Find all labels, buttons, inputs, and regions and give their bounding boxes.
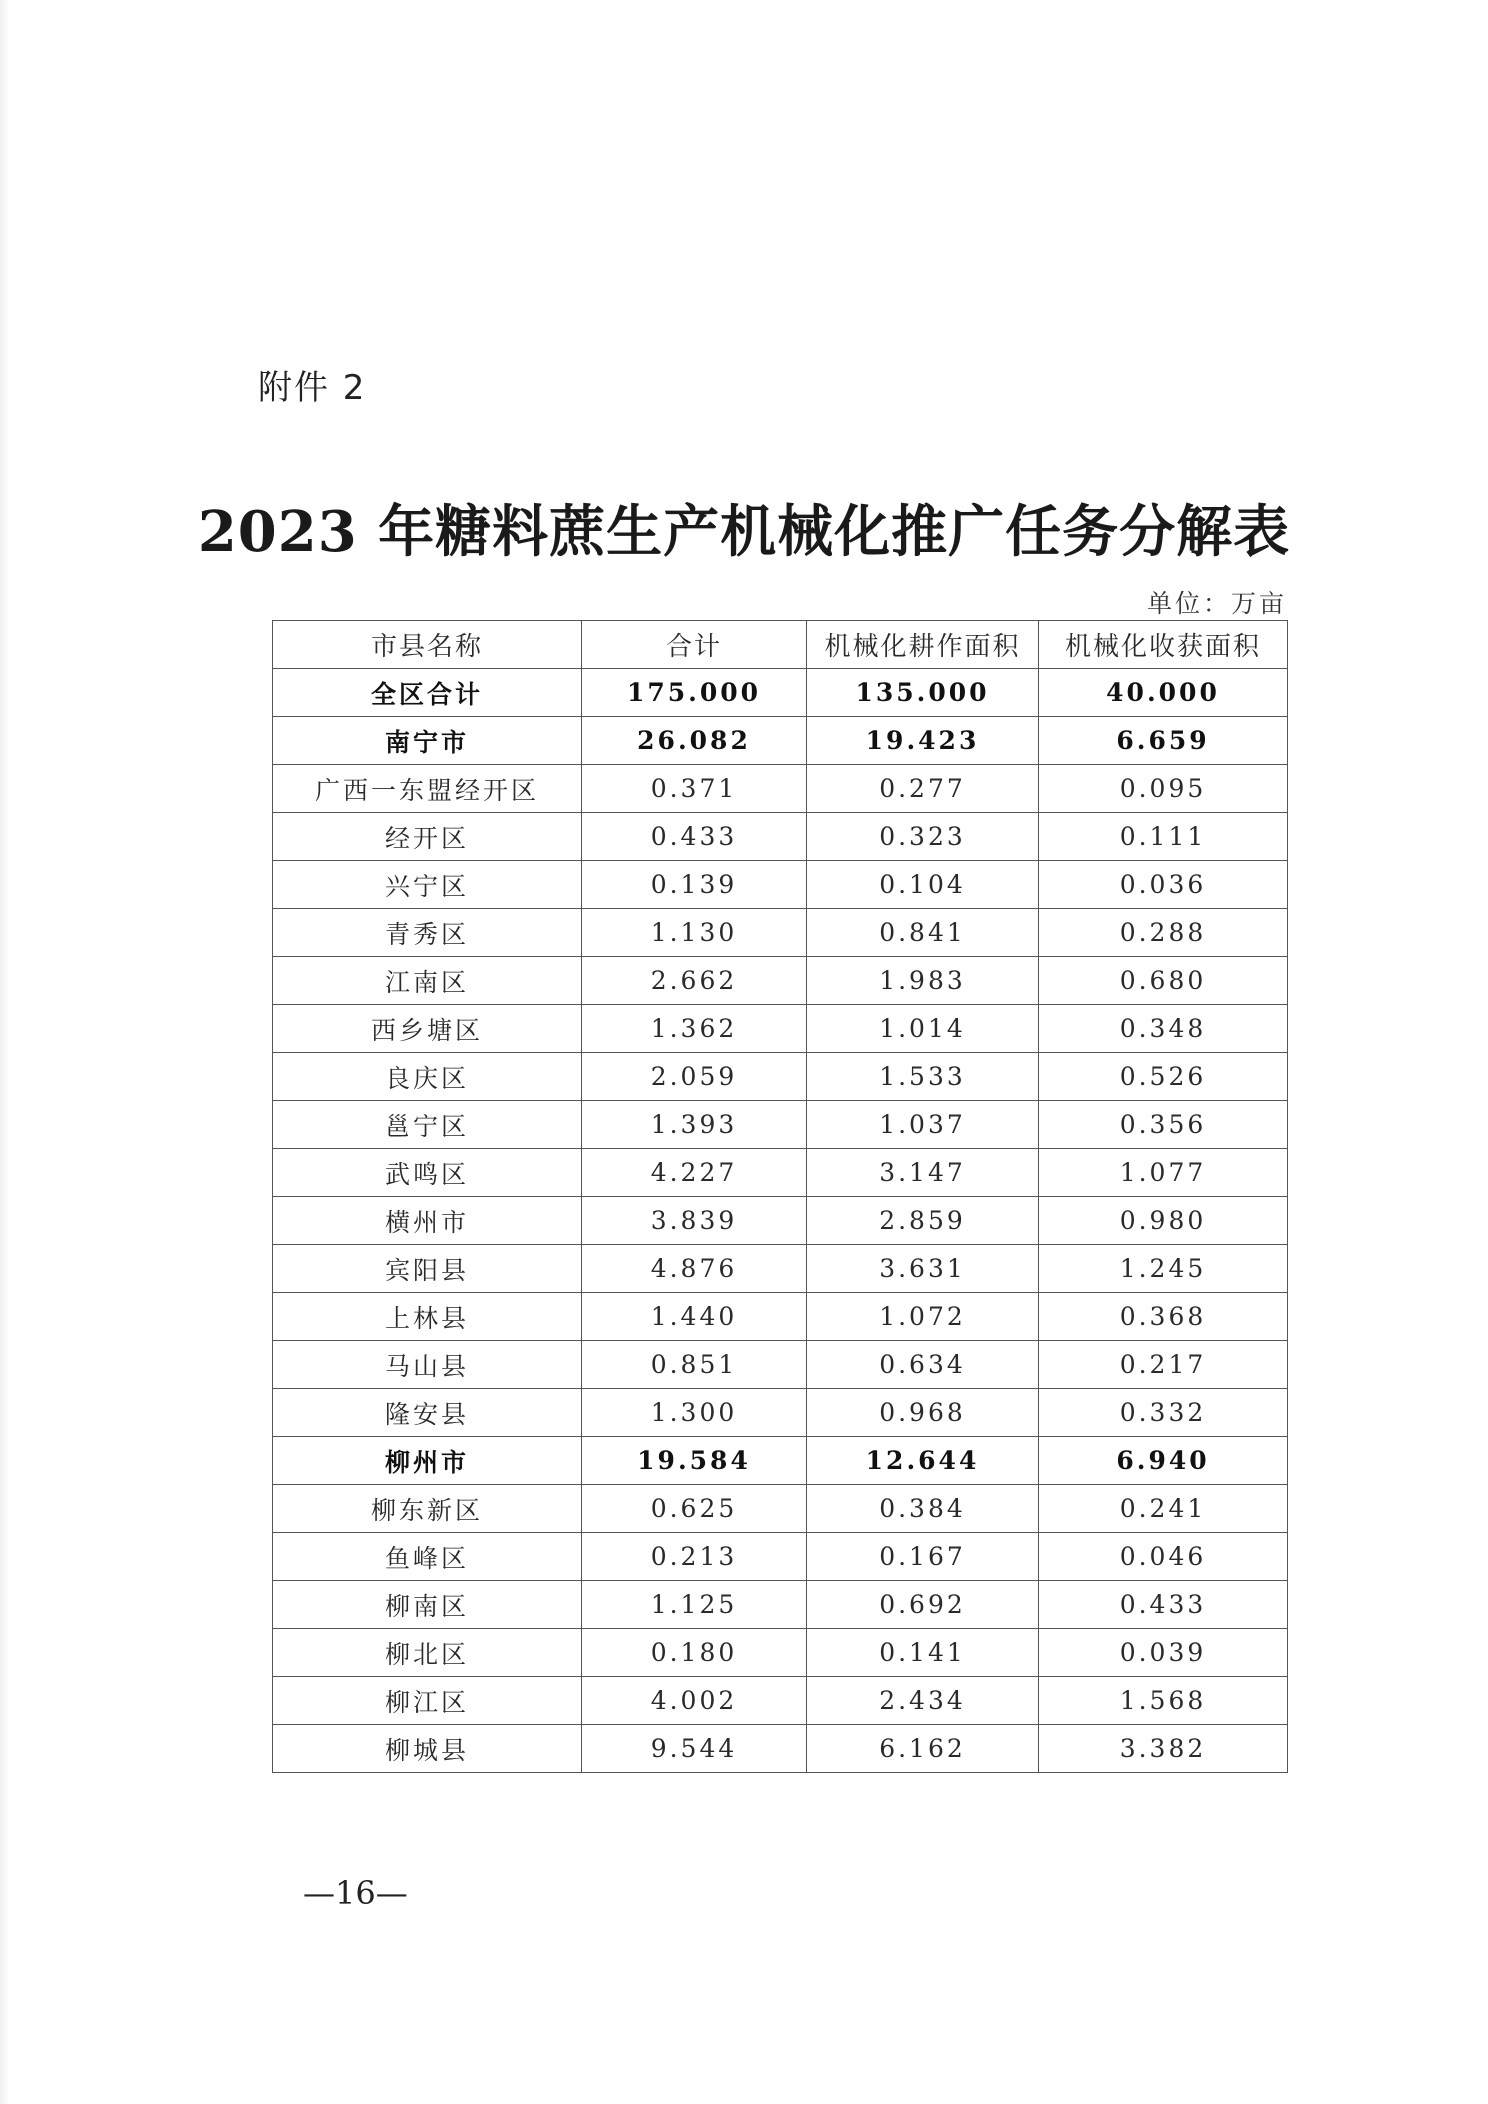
cell-region-name: 马山县 <box>273 1341 582 1389</box>
cell-region-name: 隆安县 <box>273 1389 582 1437</box>
cell-tillage-area: 1.983 <box>807 957 1039 1005</box>
cell-region-name: 邕宁区 <box>273 1101 582 1149</box>
table-row <box>273 669 1288 717</box>
cell-tillage-area: 1.072 <box>807 1293 1039 1341</box>
cell-tillage-area: 0.968 <box>807 1389 1039 1437</box>
cell-tillage-area: 6.162 <box>807 1725 1039 1773</box>
cell-total: 0.371 <box>582 765 807 813</box>
table-row <box>273 1725 1288 1773</box>
cell-harvest-area: 0.680 <box>1039 957 1288 1005</box>
cell-harvest-area: 6.940 <box>1039 1437 1288 1485</box>
table-row <box>273 957 1288 1005</box>
table-header-row <box>273 621 1288 669</box>
cell-total: 4.876 <box>582 1245 807 1293</box>
cell-tillage-area: 1.037 <box>807 1101 1039 1149</box>
cell-region-name: 良庆区 <box>273 1053 582 1101</box>
table-row <box>273 1581 1288 1629</box>
cell-harvest-area: 0.368 <box>1039 1293 1288 1341</box>
cell-tillage-area: 0.141 <box>807 1629 1039 1677</box>
cell-total: 0.139 <box>582 861 807 909</box>
cell-total: 19.584 <box>582 1437 807 1485</box>
cell-tillage-area: 1.533 <box>807 1053 1039 1101</box>
cell-total: 0.625 <box>582 1485 807 1533</box>
cell-harvest-area: 0.348 <box>1039 1005 1288 1053</box>
cell-tillage-area: 2.434 <box>807 1677 1039 1725</box>
unit-label: 单位：万亩 <box>1146 589 1287 618</box>
cell-region-name: 柳城县 <box>273 1725 582 1773</box>
cell-region-name: 上林县 <box>273 1293 582 1341</box>
cell-harvest-area: 0.241 <box>1039 1485 1288 1533</box>
cell-harvest-area: 0.217 <box>1039 1341 1288 1389</box>
table-row <box>273 1341 1288 1389</box>
cell-tillage-area: 0.167 <box>807 1533 1039 1581</box>
header-harvest-area: 机械化收获面积 <box>1039 621 1288 669</box>
cell-harvest-area: 3.382 <box>1039 1725 1288 1773</box>
cell-tillage-area: 3.631 <box>807 1245 1039 1293</box>
cell-harvest-area: 0.980 <box>1039 1197 1288 1245</box>
table-row <box>273 1437 1288 1485</box>
cell-harvest-area: 0.039 <box>1039 1629 1288 1677</box>
cell-harvest-area: 0.526 <box>1039 1053 1288 1101</box>
document-title: 2023 年糖料蔗生产机械化推广任务分解表 <box>197 499 1291 565</box>
cell-harvest-area: 0.288 <box>1039 909 1288 957</box>
table-body <box>273 669 1288 1773</box>
cell-tillage-area: 0.841 <box>807 909 1039 957</box>
cell-total: 3.839 <box>582 1197 807 1245</box>
table-row <box>273 1197 1288 1245</box>
table-row <box>273 1293 1288 1341</box>
table-row <box>273 1485 1288 1533</box>
cell-region-name: 西乡塘区 <box>273 1005 582 1053</box>
cell-total: 1.362 <box>582 1005 807 1053</box>
cell-tillage-area: 3.147 <box>807 1149 1039 1197</box>
task-allocation-table <box>272 620 1288 1773</box>
table-row <box>273 1101 1288 1149</box>
cell-tillage-area: 19.423 <box>807 717 1039 765</box>
table-row <box>273 1533 1288 1581</box>
cell-tillage-area: 135.000 <box>807 669 1039 717</box>
cell-harvest-area: 0.046 <box>1039 1533 1288 1581</box>
table-row <box>273 1677 1288 1725</box>
cell-region-name: 全区合计 <box>273 669 582 717</box>
cell-region-name: 横州市 <box>273 1197 582 1245</box>
cell-total: 1.130 <box>582 909 807 957</box>
cell-region-name: 青秀区 <box>273 909 582 957</box>
header-total: 合计 <box>582 621 807 669</box>
cell-total: 1.300 <box>582 1389 807 1437</box>
cell-region-name: 柳州市 <box>273 1437 582 1485</box>
cell-total: 2.059 <box>582 1053 807 1101</box>
cell-total: 0.851 <box>582 1341 807 1389</box>
table-row <box>273 717 1288 765</box>
cell-region-name: 江南区 <box>273 957 582 1005</box>
cell-harvest-area: 0.332 <box>1039 1389 1288 1437</box>
table-row <box>273 909 1288 957</box>
cell-tillage-area: 0.277 <box>807 765 1039 813</box>
cell-total: 4.227 <box>582 1149 807 1197</box>
cell-tillage-area: 0.323 <box>807 813 1039 861</box>
table-row <box>273 1149 1288 1197</box>
table-row <box>273 861 1288 909</box>
cell-total: 0.213 <box>582 1533 807 1581</box>
cell-tillage-area: 0.692 <box>807 1581 1039 1629</box>
cell-harvest-area: 1.568 <box>1039 1677 1288 1725</box>
cell-harvest-area: 0.111 <box>1039 813 1288 861</box>
attachment-label: 附件 2 <box>258 368 367 408</box>
page-edge-shadow <box>0 0 10 2104</box>
table-row <box>273 1389 1288 1437</box>
table-row <box>273 765 1288 813</box>
cell-region-name: 柳江区 <box>273 1677 582 1725</box>
cell-total: 2.662 <box>582 957 807 1005</box>
cell-total: 26.082 <box>582 717 807 765</box>
cell-harvest-area: 0.036 <box>1039 861 1288 909</box>
cell-tillage-area: 2.859 <box>807 1197 1039 1245</box>
cell-total: 1.125 <box>582 1581 807 1629</box>
cell-harvest-area: 40.000 <box>1039 669 1288 717</box>
cell-harvest-area: 6.659 <box>1039 717 1288 765</box>
cell-tillage-area: 12.644 <box>807 1437 1039 1485</box>
header-region-name: 市县名称 <box>273 621 582 669</box>
cell-harvest-area: 0.095 <box>1039 765 1288 813</box>
cell-region-name: 柳东新区 <box>273 1485 582 1533</box>
table-row <box>273 813 1288 861</box>
table-row <box>273 1629 1288 1677</box>
cell-region-name: 经开区 <box>273 813 582 861</box>
cell-harvest-area: 0.356 <box>1039 1101 1288 1149</box>
cell-region-name: 宾阳县 <box>273 1245 582 1293</box>
cell-region-name: 武鸣区 <box>273 1149 582 1197</box>
cell-total: 4.002 <box>582 1677 807 1725</box>
table-row <box>273 1245 1288 1293</box>
cell-region-name: 柳北区 <box>273 1629 582 1677</box>
cell-total: 9.544 <box>582 1725 807 1773</box>
cell-region-name: 兴宁区 <box>273 861 582 909</box>
cell-tillage-area: 0.384 <box>807 1485 1039 1533</box>
cell-region-name: 柳南区 <box>273 1581 582 1629</box>
table-row <box>273 1005 1288 1053</box>
table-row <box>273 1053 1288 1101</box>
cell-region-name: 南宁市 <box>273 717 582 765</box>
cell-tillage-area: 1.014 <box>807 1005 1039 1053</box>
cell-total: 175.000 <box>582 669 807 717</box>
cell-harvest-area: 1.245 <box>1039 1245 1288 1293</box>
page-number: —16— <box>303 1874 408 1912</box>
cell-total: 1.440 <box>582 1293 807 1341</box>
cell-total: 0.433 <box>582 813 807 861</box>
cell-harvest-area: 0.433 <box>1039 1581 1288 1629</box>
cell-region-name: 广西一东盟经开区 <box>273 765 582 813</box>
cell-total: 0.180 <box>582 1629 807 1677</box>
cell-tillage-area: 0.634 <box>807 1341 1039 1389</box>
cell-tillage-area: 0.104 <box>807 861 1039 909</box>
header-tillage-area: 机械化耕作面积 <box>807 621 1039 669</box>
cell-region-name: 鱼峰区 <box>273 1533 582 1581</box>
cell-total: 1.393 <box>582 1101 807 1149</box>
cell-harvest-area: 1.077 <box>1039 1149 1288 1197</box>
